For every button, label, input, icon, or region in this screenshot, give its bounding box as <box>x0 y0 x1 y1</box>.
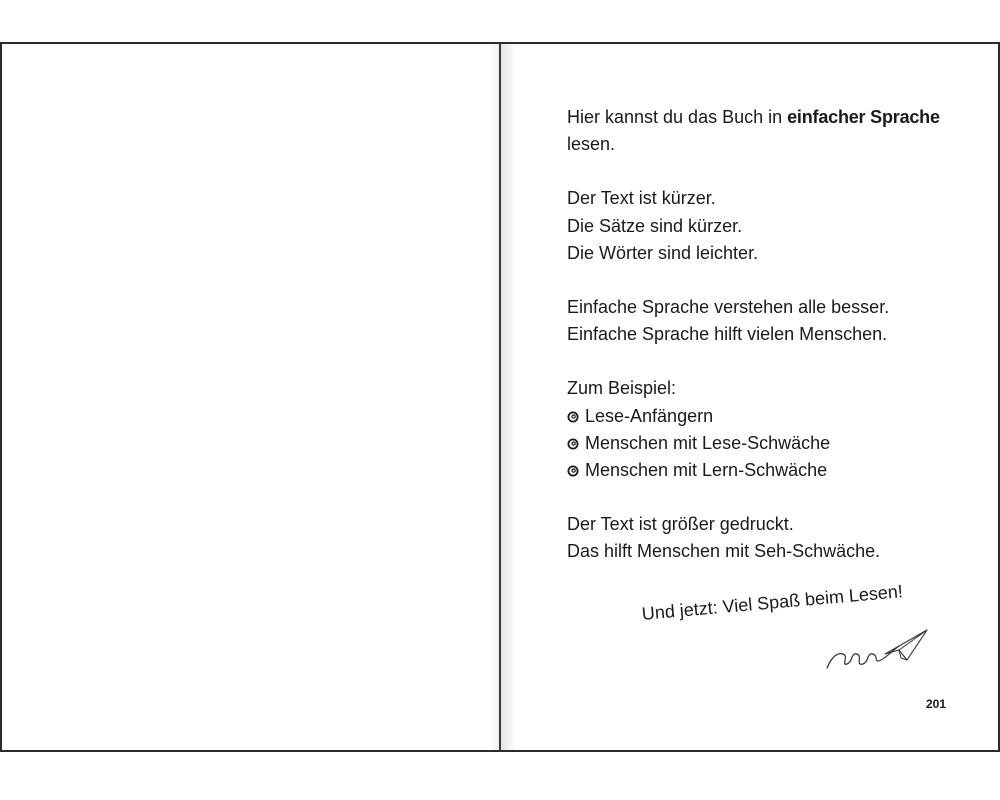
example-heading: Zum Beispiel: <box>567 378 677 399</box>
page-text <box>567 104 967 593</box>
text-line: Das hilft Menschen mit Seh-Schwäche. <box>567 541 881 562</box>
intro-paragraph <box>567 104 967 158</box>
list-item-text: Menschen mit Lese-Schwäche <box>585 432 831 453</box>
list-item <box>567 403 967 430</box>
right-page <box>501 44 998 750</box>
circle-bullet-icon <box>567 465 579 477</box>
example-list <box>567 403 967 485</box>
closing-line: Und jetzt: Viel Spaß beim Lesen! <box>641 581 904 624</box>
list-item-text: Lese-Anfängern <box>585 405 714 426</box>
text-line: Der Text ist kürzer. <box>567 188 716 209</box>
left-page-blank <box>2 44 499 750</box>
list-item-text: Menschen mit Lern-Schwäche <box>585 460 828 481</box>
circle-bullet-icon <box>567 411 579 423</box>
paper-plane-scribble-icon <box>823 624 933 674</box>
page-number: 201 <box>925 697 946 711</box>
open-book <box>0 42 1000 752</box>
example-paragraph <box>567 375 967 484</box>
intro-prefix: Hier kannst du das Buch in <box>567 107 788 127</box>
benefit-paragraph <box>567 294 967 348</box>
text-line: Der Text ist größer gedruckt. <box>567 514 794 535</box>
list-item <box>567 457 967 484</box>
print-size-paragraph <box>567 511 967 565</box>
text-line: Einfache Sprache verstehen alle besser. <box>567 297 890 318</box>
intro-line-1 <box>567 104 967 131</box>
text-line: Die Wörter sind leichter. <box>567 242 759 263</box>
intro-bold-phrase: einfacher Sprache <box>787 107 940 127</box>
intro-suffix: lesen. <box>567 134 616 155</box>
list-item <box>567 430 967 457</box>
text-line: Die Sätze sind kürzer. <box>567 215 743 236</box>
circle-bullet-icon <box>567 438 579 450</box>
shorter-text-paragraph <box>567 185 967 267</box>
text-line: Einfache Sprache hilft vielen Menschen. <box>567 324 888 345</box>
